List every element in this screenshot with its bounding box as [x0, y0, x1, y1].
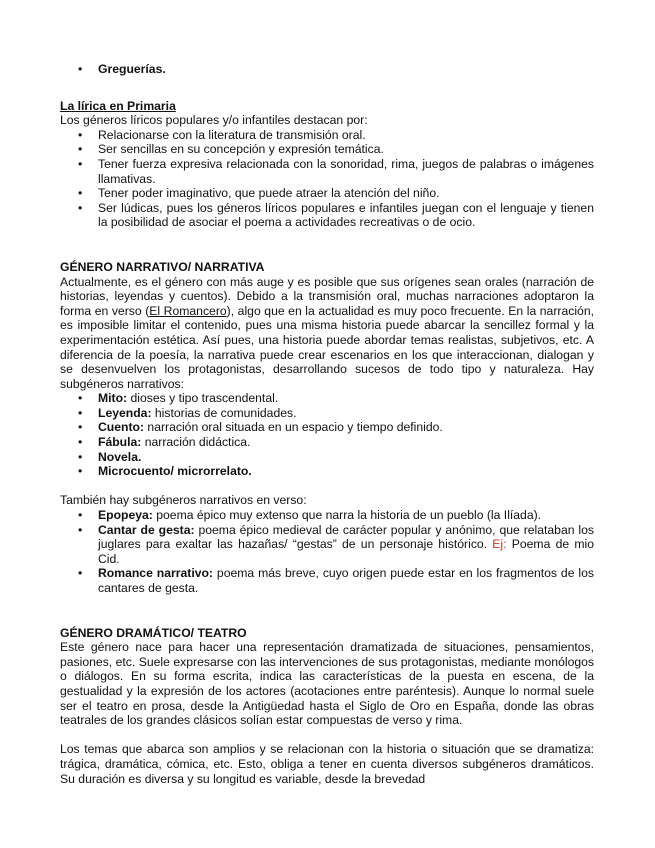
- example-label: Ej:: [492, 537, 507, 552]
- subgeneros-list: [60, 391, 594, 479]
- document-page: [60, 62, 594, 786]
- list-item: • Greguerías.: [60, 62, 594, 77]
- narrativo-section: [60, 260, 594, 596]
- dramatico-paragraph-1: Este género nace para hacer una representación dramatizada de situaciones, pensamientos, pasiones, etc. Suele expresarse con las intervenciones de sus protagonistas, mediante monólogos o diálogos. En su forma escrita, indica las características de la puesta en escena, de la gestualidad y la expresión de los actores (acotaciones entre paréntesis). Aunque lo normal suele ser el teatro en prosa, desde la Antigüedad hasta el Siglo de Oro en España, donde las obras teatrales de los grandes clásicos solían estar compuestas de verso y rima.: [60, 640, 594, 728]
- romancero-link[interactable]: El Romancero: [149, 303, 227, 318]
- list-item: • Relacionarse con la literatura de transmisión oral.: [60, 128, 594, 143]
- list-item: • Cuento: narración oral situada en un espacio y tiempo definido.: [60, 420, 594, 435]
- lirica-section: [60, 99, 594, 230]
- lirica-list: [60, 128, 594, 230]
- list-item: • Cantar de gesta: poema épico medieval de carácter popular y anónimo, que relataban los juglares para exaltar las hazañas/ “gestas” de un personaje histórico. Ej: Poema de mio Cid.: [60, 523, 594, 567]
- list-item: • Mito: dioses y tipo trascendental.: [60, 391, 594, 406]
- list-item: • Tener fuerza expresiva relacionada con la sonoridad, rima, juegos de palabras o imágenes llamativas.: [60, 157, 594, 186]
- list-item: • Tener poder imaginativo, que puede atraer la atención del niño.: [60, 186, 594, 201]
- lirica-intro: Los géneros líricos populares y/o infantiles destacan por:: [60, 113, 368, 128]
- verso-intro: También hay subgéneros narrativos en verso:: [60, 493, 307, 508]
- list-item: • Microcuento/ microrrelato.: [60, 464, 594, 479]
- dramatico-section: [60, 626, 594, 787]
- verso-list: [60, 508, 594, 596]
- narrativo-paragraph: Actualmente, es el género con más auge y es posible que sus orígenes sean orales (narración de historias, leyendas y cuentos). Debido a la transmisión oral, muchas narraciones adoptaron la forma en verso (El Romancero), algo que en la actualidad es muy poco frecuente. En la narración, es imposible limitar el contenido, pues una misma historia puede abarcar la sencillez formal y la experimentación estética. Así pues, una historia puede abordar temas realistas, subjetivos, etc. A diferencia de la poesía, la narrativa puede crear escenarios en los que interaccionan, dialogan y se desenvuelven los protagonistas, desarrollando sucesos de todo tipo y naturaleza. Hay subgéneros narrativos:: [60, 274, 594, 391]
- list-item: • Fábula: narración didáctica.: [60, 435, 594, 450]
- dramatico-heading: GÉNERO DRAMÁTICO/ TEATRO: [60, 625, 247, 640]
- list-item: • Ser lúdicas, pues los géneros líricos populares e infantiles juegan con el lenguaje y tienen la posibilidad de asociar el poema a actividades recreativas o de ocio.: [60, 201, 594, 230]
- top-list: [60, 62, 594, 77]
- narrativo-heading: GÉNERO NARRATIVO/ NARRATIVA: [60, 259, 265, 274]
- list-item: • Romance narrativo: poema más breve, cuyo origen puede estar en los fragmentos de los cantares de gesta.: [60, 566, 594, 595]
- list-item: • Leyenda: historias de comunidades.: [60, 406, 594, 421]
- dramatico-paragraph-2: Los temas que abarca son amplios y se relacionan con la historia o situación que se dramatiza: trágica, dramática, cómica, etc. Esto, obliga a tener en cuenta diversos subgéneros dramáticos. Su duración es diversa y su longitud es variable, desde la brevedad: [60, 742, 594, 786]
- lirica-heading: La lírica en Primaria: [60, 98, 176, 113]
- list-item: • Ser sencillas en su concepción y expresión temática.: [60, 142, 594, 157]
- list-item: • Epopeya: poema épico muy extenso que narra la historia de un pueblo (la Ilíada).: [60, 508, 594, 523]
- list-item: • Novela.: [60, 450, 594, 465]
